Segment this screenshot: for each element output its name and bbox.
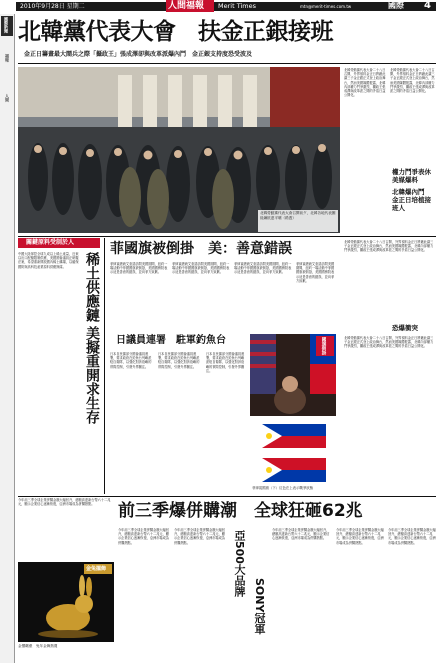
philippines-body-col-1: 菲律賓總統艾奎諾訪問美國期間，紐約一場活動中菲國國旗被倒掛，美國國務院表示這是善意的錯誤，並向菲方致歉。 — [110, 262, 168, 275]
lead-photo-caption: 北韓勞動黨代表大會召開前夕，北韓各地代表團陸續抵達平壤（路透） — [260, 211, 336, 220]
philippines-headline: 菲國旗被倒掛 美：善意錯誤 — [110, 241, 292, 257]
rabbit-caption: 金兔擺飾 — [86, 566, 107, 572]
lead-photo-graphic — [18, 67, 340, 233]
sidebar-right-rule — [104, 238, 105, 494]
philippines-body-col-2: 菲律賓總統艾奎諾訪問美國期間，紐約一場活動中菲國國旗被倒掛，美國國務院表示這是善意的錯誤，並向菲方致歉。 — [172, 262, 230, 275]
section-label: 國際 — [388, 1, 404, 10]
japan-headline: 日議員連署 駐軍釣魚台 — [116, 335, 226, 346]
right-body-lower: 北韓勞動黨代表大會二十八日召開，外界預料金正日將藉此讓三子金正銀正式登上政治舞台，然而美國媒體披露，北韓內部權力鬥爭激烈，攝政王張成澤與改革派之間的矛盾日益公開化。 — [344, 240, 434, 253]
japan-body-col-1: 日本自民黨部分國會議員連署，要求政府在釣魚台列嶼派駐自衛隊，以強化對該島嶼的實際控制，引發外界關注。 — [110, 352, 152, 369]
sidebar-body: 中國大陸掌控全球九成以上稀土產量，近來以出口配額限制供應，美國國會議員正研擬法案，希望重新開放國內稀土礦場，以確保國防與高科技產業原料供應無虞。 — [18, 252, 79, 269]
lead-body-col-2: 北韓勞動黨代表大會二十八日召開，外界預料金正日將藉此讓三子金正銀正式登上政治舞台，然而美國媒體披露，北韓內部權力鬥爭激烈，攝政王張成澤與改革派之間的矛盾日益公開化。 — [390, 68, 435, 94]
masthead-logo-text: 人間福報 — [168, 1, 205, 11]
bottom-left-body: 今年前三季全球企業併購金額大幅回升，總額高達新台幣六十二兆元，顯示企業信心逐漸恢復，亞洲市場成為併購熱點。 — [18, 498, 111, 507]
masthead-logo-en: Merit Times — [218, 2, 256, 10]
lead-rule — [18, 63, 436, 64]
masthead-website: mtn@merit-times.com.tw — [300, 4, 352, 9]
lead-headline: 北韓黨代表大會 扶金正銀接班 — [18, 19, 333, 45]
sidebar-headline-2: 美擬重開求生存 — [84, 326, 100, 424]
lead-body-col-1: 北韓勞動黨代表大會二十八日召開，外界預料金正日將藉此讓三子金正銀正式登上政治舞台，然而美國媒體披露，北韓內部權力鬥爭激烈，攝政王張成澤與改革派之間的矛盾日益公開化。 — [344, 68, 386, 98]
right-headline-3: 恐爆衝突 — [392, 324, 418, 332]
bottom-headline — [118, 498, 436, 524]
golden-rabbit-icon — [18, 562, 114, 642]
left-strip-label-1: 國際新聞 — [4, 17, 9, 33]
rabbit-photo — [18, 562, 114, 642]
left-strip-label-2: 福報 — [5, 54, 10, 62]
philippines-body-col-4: 菲律賓總統艾奎諾訪問美國期間，紐約一場活動中菲國國旗被倒掛，美國國務院表示這是善意的錯誤，並向菲方致歉。 — [296, 262, 335, 283]
bottom-sub-2: SONY冠軍 — [253, 578, 266, 635]
philippines-body-col-3: 菲律賓總統艾奎諾訪問美國期間，紐約一場活動中菲國國旗被倒掛，美國國務院表示這是善意的錯誤，並向菲方致歉。 — [234, 262, 292, 275]
bottom-top-rule — [18, 496, 436, 497]
lead-subhead: 金正日籌畫最大鬧兵之際「攝政王」張成澤卻與改革派爆內鬥 金正銀支持度恐受波及 — [24, 51, 253, 58]
left-strip — [0, 14, 15, 663]
bottom-sub-1: 亞500大品牌 — [233, 530, 246, 597]
bottom-body-col-4: 今年前三季全球企業併購金額大幅回升，總額高達新台幣六十二兆元，顯示企業信心逐漸恢復，亞洲市場成為併購熱點。 — [336, 528, 384, 545]
flag-graphic-box — [252, 418, 334, 488]
philippine-flag-icon — [252, 418, 334, 488]
lead-photo — [18, 67, 340, 233]
bottom-body-col-2: 今年前三季全球企業併購金額大幅回升，總額高達新台幣六十二兆元，顯示企業信心逐漸恢復，亞洲市場成為併購熱點。 — [174, 528, 225, 545]
bottom-body-col-5: 今年前三季全球企業併購金額大幅回升，總額高達新台幣六十二兆元，顯示企業信心逐漸恢復，亞洲市場成為併購熱點。 — [388, 528, 436, 545]
right-headline-1: 權力鬥爭表休 美媒爆料 — [392, 168, 438, 184]
masthead-date: 2010年9月28日 星期二 — [20, 3, 85, 10]
bottom-headline-text: 前三季爆併購潮 全球狂砸62兆 — [118, 501, 363, 521]
sidebar-top-rule — [18, 236, 436, 237]
right-headline-2: 北韓爆內鬥 金正日培植接班人 — [392, 188, 431, 212]
sidebar-banner-text: 關鍵原料受制於人 — [26, 239, 75, 246]
japan-body-col-3: 日本自民黨部分國會議員連署，要求政府在釣魚台列嶼派駐自衛隊，以強化對該島嶼的實際控制，引發外界關注。 — [206, 352, 245, 373]
bottom-body-col-1: 今年前三季全球企業併購金額大幅回升，總額高達新台幣六十二兆元，顯示企業信心逐漸恢復，亞洲市場成為併購熱點。 — [118, 528, 169, 545]
left-strip-label-3: 人間 — [5, 94, 10, 102]
rabbit-note: 金價飆漲 兔年金飾熱賣 — [18, 644, 58, 648]
japan-body-col-2: 日本自民黨部分國會議員連署，要求政府在釣魚台列嶼派駐自衛隊，以強化對該島嶼的實際控制，引發外界關注。 — [158, 352, 200, 369]
page-number: 4 — [424, 0, 431, 11]
right-body-lower-2: 北韓勞動黨代表大會二十八日召開，外界預料金正日將藉此讓三子金正銀正式登上政治舞台，然而美國媒體披露，北韓內部權力鬥爭激烈，攝政王張成澤與改革派之間的矛盾日益公開化。 — [344, 336, 434, 349]
sidebar-headline-1: 稀土供應鏈 — [84, 252, 100, 322]
masthead — [0, 0, 440, 14]
photo-label-text: 國旗倒掛 — [321, 337, 326, 355]
flag-caption: 菲律賓國旗（下）紅色在上表示戰爭狀態 — [252, 486, 314, 490]
bottom-body-col-3: 今年前三季全球企業併購金額大幅回升，總額高達新台幣六十二兆元，顯示企業信心逐漸恢復，亞洲市場成為併購熱點。 — [272, 528, 330, 541]
